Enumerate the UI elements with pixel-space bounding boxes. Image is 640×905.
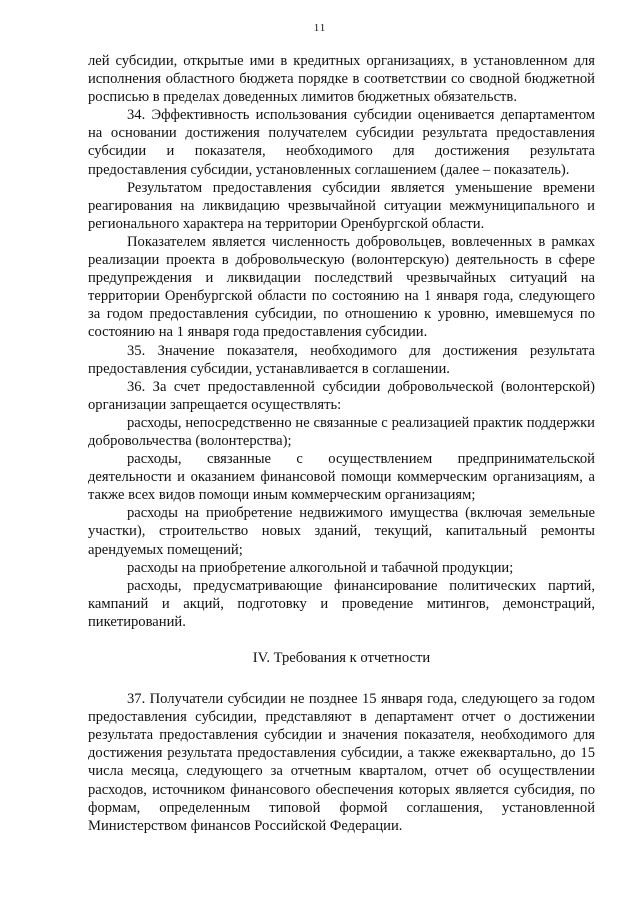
paragraph-36: 36. За счет предоставленной субсидии добровольческой (волонтерской) организации запрещается осуществлять: <box>88 378 595 413</box>
paragraph-37: 37. Получатели субсидии не позднее 15 января года, следующего за годом предоставления субсидии, представляют в департамент отчет о достижении результата предоставления субсидии и значения показателя, необходимого для достижения результата предоставления субсидии, а также ежеквартально, до 15 числа месяца, следующего за отчетным кварталом, отчет об осуществлении расходов, источником финансового обеспечения которых является субсидия, по формам, определенным типовой формой соглашения, установленной Министерством финансов Российской Федерации. <box>88 691 595 834</box>
list-item-36-1: расходы, непосредственно не связанные с реализацией практик поддержки добровольчества (волонтерства); <box>88 414 595 449</box>
list-item-36-4: расходы на приобретение алкогольной и табачной продукции; <box>127 559 514 576</box>
list-item-36-5: расходы, предусматривающие финансирование политических партий, кампаний и акций, подготовку и проведение митингов, демонстраций, пикетирований. <box>88 577 595 630</box>
paragraph-34: 34. Эффективность использования субсидии оценивается департаментом на основании достижения получателем субсидии результата предоставления субсидии и показателя, необходимого для достижения результата предоставления субсидии, установленных соглашением (далее – показатель). <box>88 107 595 178</box>
paragraph-continuation: лей субсидии, открытые ими в кредитных организациях, в установленном для исполнения областного бюджета порядке в соответствии со сводной бюджетной росписью в пределах доведенных лимитов бюджетных обязательств. <box>88 53 595 106</box>
section-heading: IV. Требования к отчетности <box>252 650 431 666</box>
body-text <box>88 52 595 835</box>
page-number: 11 <box>313 22 327 34</box>
list-item-36-3: расходы на приобретение недвижимого имущества (включая земельные участки), строительство новых зданий, текущий, капитальный ремонты арендуемых помещений; <box>88 505 595 558</box>
paragraph-34-indicator: Показателем является численность добровольцев, вовлеченных в рамках реализации проекта в добровольческую (волонтерскую) деятельность в сфере предупреждения и ликвидации последствий чрезвычайных ситуаций на территории Оренбургской области по состоянию на 1 января года, следующего за годом предоставления субсидии, по отношению к уровню, имевшемуся по состоянию на 1 января года предоставления субсидии. <box>88 233 595 341</box>
paragraph-35: 35. Значение показателя, необходимого для достижения результата предоставления субсидии, устанавливается в соглашении. <box>88 342 595 377</box>
paragraph-34-result: Результатом предоставления субсидии является уменьшение времени реагирования на ликвидацию чрезвычайной ситуации межмуниципального и регионального характера на территории Оренбургской области. <box>88 179 595 232</box>
list-item-36-2: расходы, связанные с осуществлением предпринимательской деятельности и оказанием финансовой помощи коммерческим организациям, а также всех видов помощи иным коммерческим организациям; <box>88 451 595 504</box>
